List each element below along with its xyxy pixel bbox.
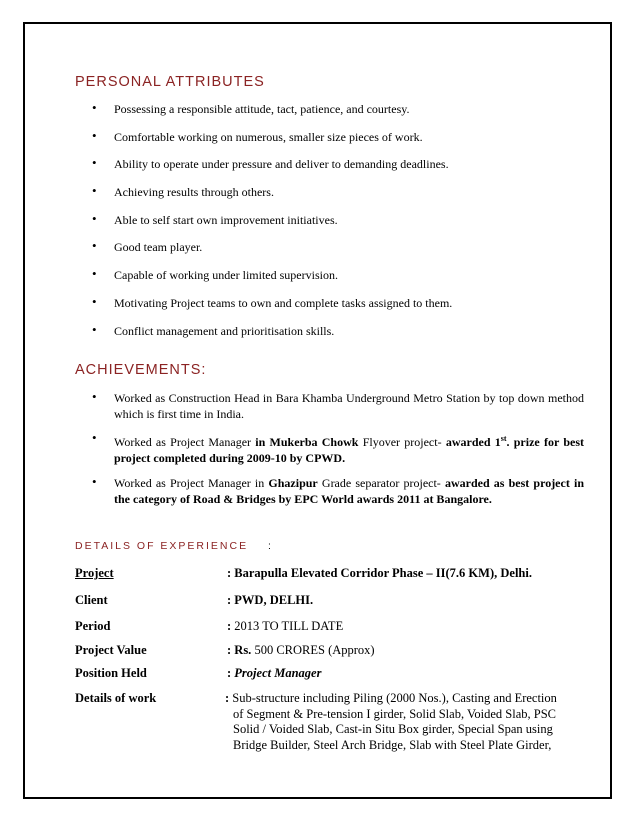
project-value-label: Project Value xyxy=(75,643,147,657)
bullet-icon: • xyxy=(92,238,97,254)
bullet-icon: • xyxy=(92,183,97,199)
list-item: • Possessing a responsible attitude, tact, patience, and courtesy. xyxy=(92,100,410,116)
list-item: • Motivating Project teams to own and complete tasks assigned to them. xyxy=(92,293,453,310)
achievements-list xyxy=(92,390,584,516)
client-value: : PWD, DELHI. xyxy=(227,593,314,607)
list-item: • Worked as Project Manager in Ghazipur Grade separator project- awarded as best project in the category of Road & Bridges by EPC World awards 2011 at Bangalore. xyxy=(92,474,584,506)
bullet-icon: • xyxy=(92,293,97,309)
personal-attributes-heading: PERSONAL ATTRIBUTES xyxy=(75,74,265,90)
list-item: • Able to self start own improvement initiatives. xyxy=(92,210,338,227)
details-of-experience-heading: DETAILS OF EXPERIENCE xyxy=(75,540,249,552)
period-label: Period xyxy=(75,619,111,633)
bullet-icon: • xyxy=(92,100,97,115)
list-item: • Worked as Construction Head in Bara Khamba Underground Metro Station by top down method which is first time in India. xyxy=(92,389,584,421)
list-item: • Worked as Project Manager in Mukerba Chowk Flyover project- awarded 1st. prize for best project completed during 2009-10 by CPWD. xyxy=(92,430,584,465)
bullet-icon: • xyxy=(92,210,97,226)
bullet-icon: • xyxy=(92,266,97,282)
list-item: • Good team player. xyxy=(92,238,203,255)
list-item: • Comfortable working on numerous, smaller size pieces of work. xyxy=(92,127,423,144)
list-item: • Conflict management and prioritisation skills. xyxy=(92,321,335,338)
bullet-icon: • xyxy=(92,430,97,445)
list-item: • Capable of working under limited supervision. xyxy=(92,266,338,283)
project-label: Project xyxy=(75,566,114,580)
project-value-amount: 500 CRORES (Approx) xyxy=(251,643,375,657)
list-item: • Achieving results through others. xyxy=(92,183,274,200)
bullet-icon: • xyxy=(92,155,97,171)
list-item: • Ability to operate under pressure and deliver to demanding deadlines. xyxy=(92,155,449,172)
period-value-cell: : 2013 TO TILL DATE xyxy=(227,619,344,633)
heading-colon: : xyxy=(268,540,271,552)
details-label: Details of work xyxy=(75,691,157,705)
achievements-heading: ACHIEVEMENTS: xyxy=(75,362,207,378)
project-value-cell: : Rs. 500 CRORES (Approx) xyxy=(227,643,375,657)
bullet-icon: • xyxy=(92,389,97,404)
bullet-icon: • xyxy=(92,474,97,489)
period-value: 2013 TO TILL DATE xyxy=(234,619,344,633)
position-value-cell: : Project Manager xyxy=(227,666,322,680)
project-value: : Barapulla Elevated Corridor Phase – II(7.6 KM), Delhi. xyxy=(227,566,532,580)
client-label: Client xyxy=(75,593,108,607)
bullet-icon: • xyxy=(92,127,97,143)
position-value: Project Manager xyxy=(234,666,322,680)
details-value: : Sub-structure including Piling (2000 Nos.), Casting and Erection of Segment & Pre-tension I girder, Solid Slab, Voided Slab, PSC Solid / Voided Slab, Cast-in Situ Box girder, Special Span using Bridge Builder, Steel Arch Bridge, Slab with Steel Plate Girder, xyxy=(225,691,557,752)
position-label: Position Held xyxy=(75,666,147,680)
personal-attributes-list xyxy=(92,101,584,350)
bullet-icon: • xyxy=(92,321,97,337)
